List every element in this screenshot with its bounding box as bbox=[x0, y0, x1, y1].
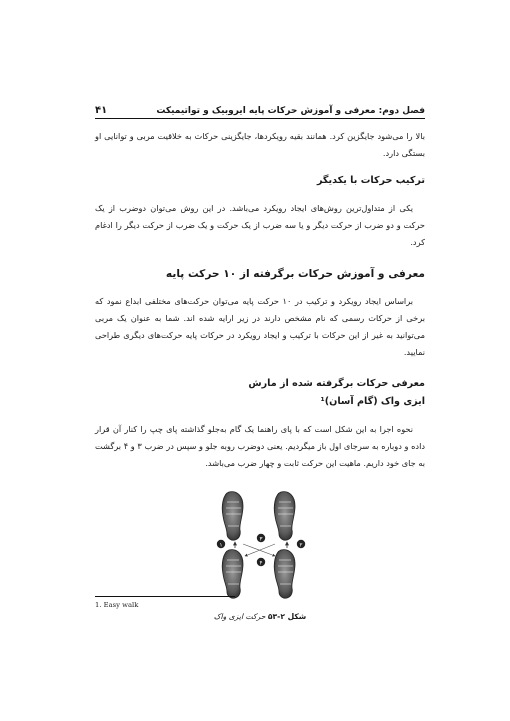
footnote-divider bbox=[95, 596, 235, 597]
footprint-figure bbox=[95, 486, 425, 604]
svg-text:۲: ۲ bbox=[299, 542, 303, 549]
heading-easy-walk: ایزی واک (گام آسان)¹ bbox=[320, 396, 425, 407]
footprint-top-left bbox=[222, 492, 243, 541]
paragraph-derived: براساس ایجاد رویکرد و ترکیب در ۱۰ حرکت پایه می‌توان حرکت‌های مختلفی ابداع نمود که برخی از حرکات رسمی که نام مشخص دارند در زیر ارایه شده اند. شما به عنوان یک مربی می‌توانید به غیر از این حرکات با ترکیب و ایجاد رویکرد در حرکات پایه حرکت‌های دیگری طراحی نمایید. bbox=[95, 296, 425, 357]
paragraph-easy-walk: نحوه اجرا به این شکل است که با پای راهنما یک گام به‌جلو گذاشته پای چپ را کنار آن قرار داده و دوباره به سرجای اول باز میگردیم. یعنی دوضرب روبه جلو و سپس در ضرب ۳ و ۴ برگشت به جای خود داریم. ماهیت این حرکت ثابت و چهار ضرب می‌باشد. bbox=[95, 424, 425, 468]
heading-derived-moves: معرفی و آموزش حرکات برگرفته از ۱۰ حرکت پایه bbox=[165, 268, 425, 280]
step-badge-3 bbox=[257, 534, 265, 543]
step-badge-2 bbox=[297, 540, 305, 549]
footprint-bottom-left bbox=[222, 550, 243, 599]
chapter-title: فصل دوم: معرفی و آموزش حرکات پایه ایروبیک و تواتیمیکت bbox=[156, 106, 425, 116]
paragraph-combining: یکی از متداول‌ترین روش‌های ایجاد رویکرد می‌باشد. در این روش می‌توان دوضرب از یک حرکت و دو ضرب از حرکت دیگر و یا سه ضرب از یک حرکت و یک ضرب از حرکت دیگر را ادغام کرد. bbox=[95, 203, 425, 247]
heading-march-moves: معرفی حرکات برگرفته شده از مارش bbox=[248, 378, 425, 389]
paragraph-intro: بالا را می‌شود جایگزین کرد. همانند بقیه رویکردها، جایگزینی حرکات به خلاقیت مربی و توانایی او بستگی دارد. bbox=[95, 131, 425, 158]
svg-text:۴: ۴ bbox=[259, 560, 263, 567]
svg-text:۳: ۳ bbox=[259, 536, 263, 543]
figure-caption bbox=[95, 612, 425, 621]
svg-text:۱: ۱ bbox=[219, 542, 223, 549]
footprint-top-right bbox=[274, 492, 295, 541]
page-content bbox=[95, 128, 425, 621]
footnote: 1. Easy walk bbox=[95, 601, 139, 609]
heading-combining-moves: ترکیب حرکات با یکدیگر bbox=[316, 175, 425, 186]
page-number: ۴۱ bbox=[95, 105, 108, 116]
running-header bbox=[95, 100, 425, 119]
footprint-bottom-right bbox=[274, 550, 295, 599]
figure-caption-label: شکل ۲-۵۳ bbox=[267, 612, 307, 621]
footprint-diagram bbox=[215, 486, 307, 604]
step-badge-4 bbox=[257, 558, 265, 567]
figure-caption-text: حرکت ایزی واک bbox=[213, 612, 266, 621]
step-badge-1 bbox=[217, 540, 225, 549]
